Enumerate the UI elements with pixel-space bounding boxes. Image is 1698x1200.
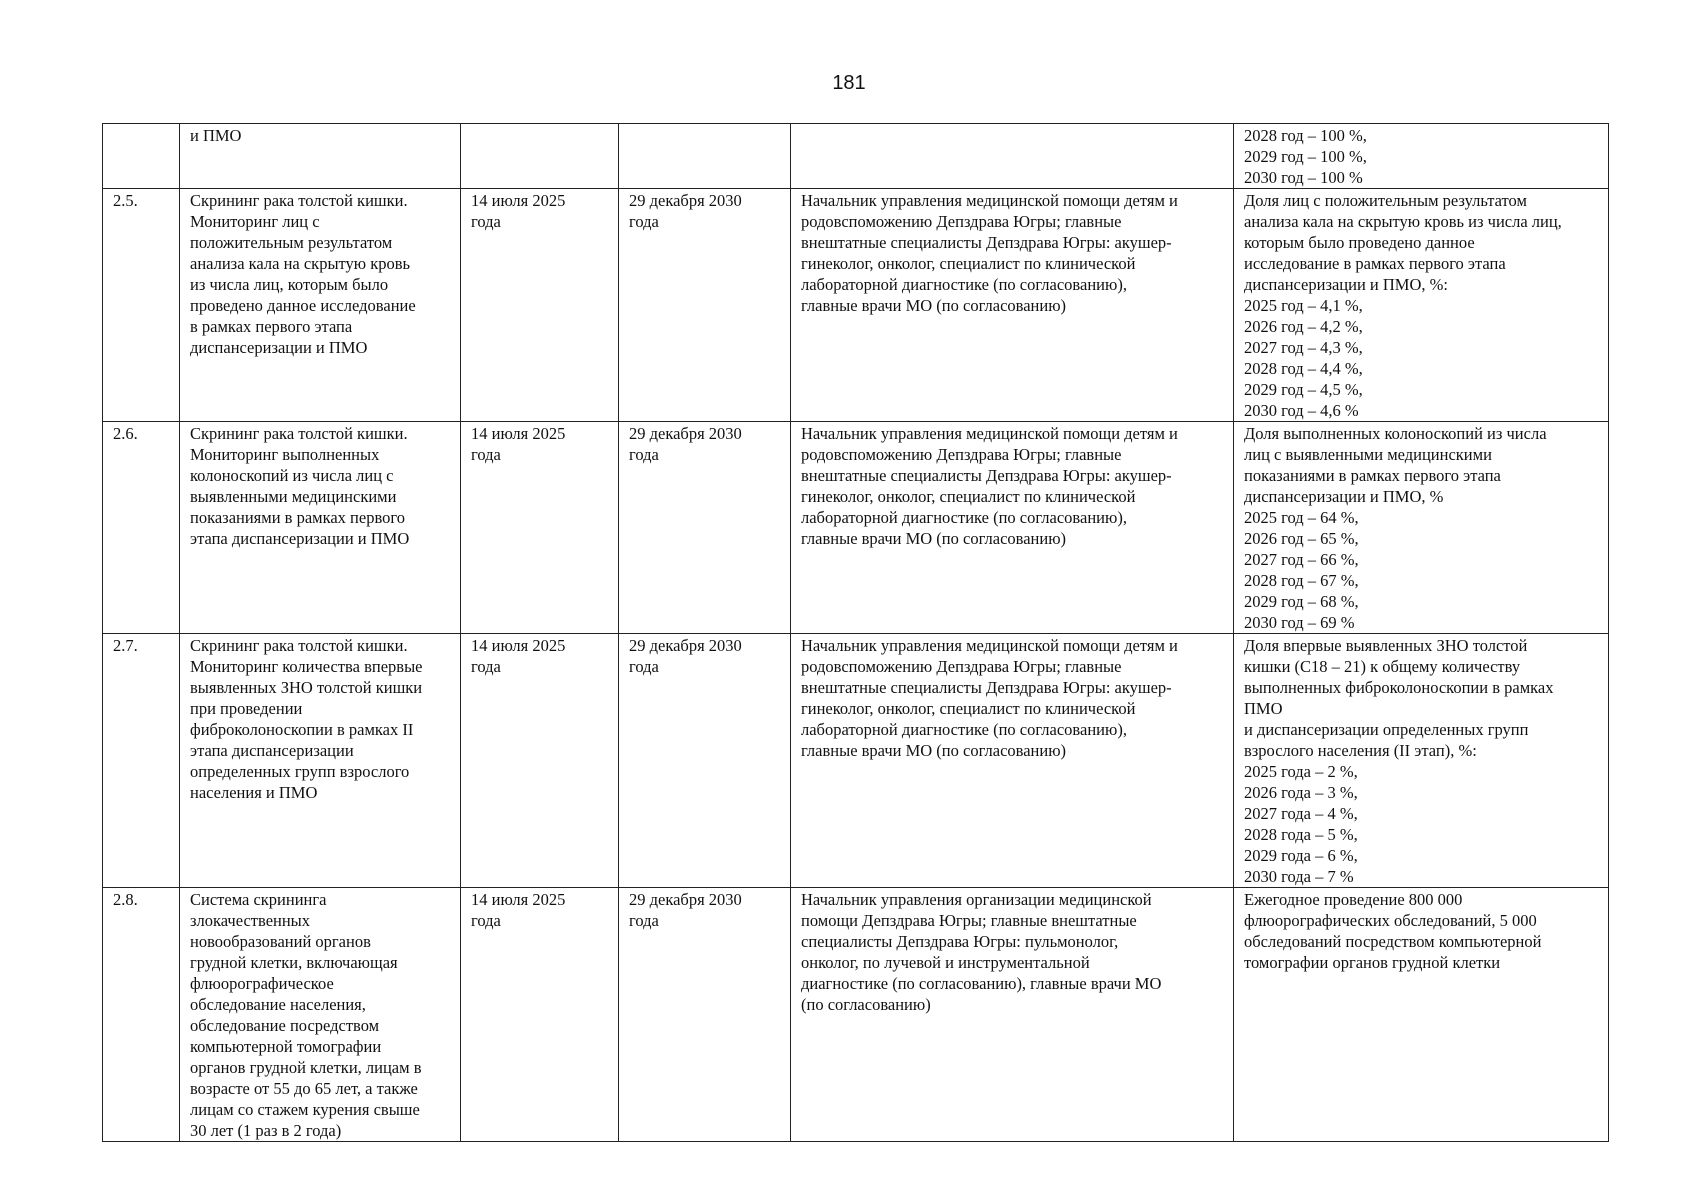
cell-event-line: показаниями в рамках первого: [190, 508, 405, 527]
cell-event-line: обследование населения,: [190, 995, 366, 1014]
cell-end-date: [619, 634, 791, 888]
cell-indicator-line: ПМО: [1244, 699, 1283, 718]
cell-event-line: и ПМО: [190, 126, 242, 145]
cell-event: [180, 124, 461, 189]
cell-number: 2.8.: [103, 888, 180, 1142]
cell-indicator-line: 2029 год – 4,5 %,: [1244, 380, 1363, 399]
cell-indicator-line: 2028 год – 67 %,: [1244, 571, 1359, 590]
cell-start-date-line: 14 июля 2025: [471, 890, 566, 909]
cell-indicator-line: 2025 год – 64 %,: [1244, 508, 1359, 527]
cell-responsible-line: лабораторной диагностике (по согласованию),: [801, 720, 1127, 739]
cell-end-date-line: года: [629, 911, 659, 930]
cell-responsible-line: (по согласованию): [801, 995, 931, 1014]
cell-end-date-line: 29 декабря 2030: [629, 424, 742, 443]
cell-responsible-line: внештатные специалисты Депздрава Югры: акушер-: [801, 233, 1172, 252]
cell-indicator-line: показаниями в рамках первого этапа: [1244, 466, 1501, 485]
cell-event-line: этапа диспансеризации и ПМО: [190, 529, 410, 548]
cell-indicator-line: Доля выполненных колоноскопий из числа: [1244, 424, 1547, 443]
cell-indicator-line: 2026 год – 4,2 %,: [1244, 317, 1363, 336]
cell-event-line: Скрининг рака толстой кишки.: [190, 636, 408, 655]
cell-responsible-line: помощи Депздрава Югры; главные внештатные: [801, 911, 1137, 930]
cell-number: 2.5.: [103, 189, 180, 422]
cell-indicator-line: 2025 года – 2 %,: [1244, 762, 1358, 781]
cell-responsible-line: родовспоможению Депздрава Югры; главные: [801, 212, 1122, 231]
cell-responsible: [791, 422, 1234, 634]
cell-start-date-line: 14 июля 2025: [471, 191, 566, 210]
cell-responsible-line: диагностике (по согласованию), главные врачи МО: [801, 974, 1162, 993]
plan-table-body: [103, 124, 1609, 1142]
cell-event-line: 30 лет (1 раз в 2 года): [190, 1121, 342, 1140]
cell-responsible-line: лабораторной диагностике (по согласованию),: [801, 275, 1127, 294]
cell-responsible-line: родовспоможению Депздрава Югры; главные: [801, 657, 1122, 676]
cell-end-date-line: 29 декабря 2030: [629, 890, 742, 909]
cell-responsible-line: главные врачи МО (по согласованию): [801, 296, 1067, 315]
cell-event-line: этапа диспансеризации: [190, 741, 354, 760]
cell-responsible-line: онколог, по лучевой и инструментальной: [801, 953, 1090, 972]
cell-indicator-line: Ежегодное проведение 800 000: [1244, 890, 1463, 909]
cell-responsible: [791, 189, 1234, 422]
page-number: 181: [832, 72, 866, 94]
cell-end-date-line: года: [629, 212, 659, 231]
table-row: [103, 888, 1609, 1142]
cell-event-line: колоноскопий из числа лиц с: [190, 466, 394, 485]
cell-indicator-line: диспансеризации и ПМО, %: [1244, 487, 1444, 506]
cell-indicator-line: 2027 года – 4 %,: [1244, 804, 1358, 823]
cell-indicator: [1234, 422, 1609, 634]
cell-responsible-line: Начальник управления организации медицинской: [801, 890, 1152, 909]
cell-indicator-line: кишки (С18 – 21) к общему количеству: [1244, 657, 1521, 676]
cell-start-date: [461, 422, 619, 634]
cell-number: [103, 124, 180, 189]
cell-start-date-line: года: [471, 911, 501, 930]
cell-indicator-line: Доля впервые выявленных ЗНО толстой: [1244, 636, 1528, 655]
cell-responsible-line: главные врачи МО (по согласованию): [801, 741, 1067, 760]
table-row: [103, 124, 1609, 189]
cell-start-date-line: 14 июля 2025: [471, 424, 566, 443]
cell-event-line: возрасте от 55 до 65 лет, а также: [190, 1079, 418, 1098]
cell-responsible-line: Начальник управления медицинской помощи детям и: [801, 636, 1178, 655]
cell-responsible-line: лабораторной диагностике (по согласованию),: [801, 508, 1127, 527]
cell-responsible-line: Начальник управления медицинской помощи детям и: [801, 191, 1178, 210]
cell-indicator-line: и диспансеризации определенных групп: [1244, 720, 1529, 739]
cell-indicator-line: 2030 год – 69 %: [1244, 613, 1355, 632]
cell-responsible-line: Начальник управления медицинской помощи детям и: [801, 424, 1178, 443]
cell-indicator-line: 2026 год – 65 %,: [1244, 529, 1359, 548]
cell-indicator-line: 2030 года – 7 %: [1244, 867, 1354, 886]
cell-indicator-line: 2028 год – 100 %,: [1244, 126, 1367, 145]
cell-number: 2.7.: [103, 634, 180, 888]
cell-start-date: [461, 888, 619, 1142]
cell-indicator-line: лиц с выявленными медицинскими: [1244, 445, 1492, 464]
cell-start-date: [461, 634, 619, 888]
cell-indicator-line: выполненных фиброколоноскопии в рамках: [1244, 678, 1554, 697]
cell-indicator-line: 2029 год – 68 %,: [1244, 592, 1359, 611]
cell-responsible-line: родовспоможению Депздрава Югры; главные: [801, 445, 1122, 464]
cell-event-line: флюорографическое: [190, 974, 334, 993]
table-row: [103, 189, 1609, 422]
cell-event-line: выявленных ЗНО толстой кишки: [190, 678, 423, 697]
cell-indicator-line: 2028 год – 4,4 %,: [1244, 359, 1363, 378]
cell-indicator-line: томографии органов грудной клетки: [1244, 953, 1501, 972]
cell-end-date: [619, 189, 791, 422]
cell-start-date: [461, 124, 619, 189]
cell-indicator-line: взрослого населения (II этап), %:: [1244, 741, 1477, 760]
cell-responsible-line: гинеколог, онколог, специалист по клинической: [801, 254, 1136, 273]
cell-end-date: [619, 124, 791, 189]
cell-event-line: анализа кала на скрытую кровь: [190, 254, 411, 273]
cell-indicator-line: 2025 год – 4,1 %,: [1244, 296, 1363, 315]
cell-event-line: обследование посредством: [190, 1016, 380, 1035]
cell-event-line: Мониторинг количества впервые: [190, 657, 423, 676]
cell-indicator-line: 2027 год – 4,3 %,: [1244, 338, 1363, 357]
cell-responsible-line: внештатные специалисты Депздрава Югры: акушер-: [801, 466, 1172, 485]
cell-indicator-line: обследований посредством компьютерной: [1244, 932, 1542, 951]
table-row: [103, 634, 1609, 888]
cell-indicator-line: диспансеризации и ПМО, %:: [1244, 275, 1448, 294]
cell-responsible: [791, 634, 1234, 888]
cell-indicator-line: 2029 года – 6 %,: [1244, 846, 1358, 865]
cell-start-date-line: года: [471, 657, 501, 676]
cell-event-line: Скрининг рака толстой кишки.: [190, 191, 408, 210]
plan-table: [102, 123, 1609, 1142]
cell-indicator: [1234, 634, 1609, 888]
cell-event: [180, 888, 461, 1142]
cell-indicator: [1234, 888, 1609, 1142]
cell-event-line: выявленными медицинскими: [190, 487, 397, 506]
cell-event-line: фиброколоноскопии в рамках II: [190, 720, 414, 739]
cell-indicator-line: анализа кала на скрытую кровь из числа лиц,: [1244, 212, 1562, 231]
cell-event-line: Мониторинг выполненных: [190, 445, 380, 464]
cell-event-line: Скрининг рака толстой кишки.: [190, 424, 408, 443]
cell-indicator-line: флюорографических обследований, 5 000: [1244, 911, 1537, 930]
cell-indicator-line: исследование в рамках первого этапа: [1244, 254, 1506, 273]
cell-event-line: из числа лиц, которым было: [190, 275, 389, 294]
cell-indicator-line: 2030 год – 100 %: [1244, 168, 1363, 187]
cell-indicator-line: 2030 год – 4,6 %: [1244, 401, 1359, 420]
cell-start-date-line: года: [471, 212, 501, 231]
cell-responsible: [791, 888, 1234, 1142]
cell-start-date-line: 14 июля 2025: [471, 636, 566, 655]
cell-indicator-line: 2028 года – 5 %,: [1244, 825, 1358, 844]
cell-responsible-line: внештатные специалисты Депздрава Югры: акушер-: [801, 678, 1172, 697]
cell-indicator-line: 2029 год – 100 %,: [1244, 147, 1367, 166]
cell-end-date: [619, 888, 791, 1142]
cell-event-line: злокачественных: [190, 911, 311, 930]
cell-event-line: определенных групп взрослого: [190, 762, 410, 781]
cell-start-date-line: года: [471, 445, 501, 464]
cell-event-line: новообразований органов: [190, 932, 371, 951]
cell-event-line: Система скрининга: [190, 890, 327, 909]
cell-end-date: [619, 422, 791, 634]
cell-event-line: в рамках первого этапа: [190, 317, 353, 336]
cell-event-line: компьютерной томографии: [190, 1037, 382, 1056]
cell-event-line: Мониторинг лиц с: [190, 212, 320, 231]
cell-event-line: лицам со стажем курения свыше: [190, 1100, 420, 1119]
cell-indicator-line: 2027 год – 66 %,: [1244, 550, 1359, 569]
cell-event-line: грудной клетки, включающая: [190, 953, 398, 972]
cell-event-line: органов грудной клетки, лицам в: [190, 1058, 422, 1077]
cell-responsible-line: специалисты Депздрава Югры: пульмонолог,: [801, 932, 1119, 951]
cell-event-line: положительным результатом: [190, 233, 393, 252]
cell-end-date-line: года: [629, 657, 659, 676]
cell-number: 2.6.: [103, 422, 180, 634]
cell-event-line: проведено данное исследование: [190, 296, 416, 315]
cell-indicator-line: Доля лиц с положительным результатом: [1244, 191, 1527, 210]
cell-event: [180, 422, 461, 634]
cell-end-date-line: года: [629, 445, 659, 464]
cell-event-line: диспансеризации и ПМО: [190, 338, 368, 357]
cell-event-line: при проведении: [190, 699, 303, 718]
cell-indicator-line: 2026 года – 3 %,: [1244, 783, 1358, 802]
cell-indicator: [1234, 189, 1609, 422]
cell-responsible-line: главные врачи МО (по согласованию): [801, 529, 1067, 548]
cell-responsible-line: гинеколог, онколог, специалист по клинической: [801, 699, 1136, 718]
cell-indicator: [1234, 124, 1609, 189]
cell-responsible-line: гинеколог, онколог, специалист по клинической: [801, 487, 1136, 506]
table-row: [103, 422, 1609, 634]
cell-responsible: [791, 124, 1234, 189]
cell-event: [180, 634, 461, 888]
cell-end-date-line: 29 декабря 2030: [629, 636, 742, 655]
cell-end-date-line: 29 декабря 2030: [629, 191, 742, 210]
cell-indicator-line: которым было проведено данное: [1244, 233, 1475, 252]
cell-event-line: населения и ПМО: [190, 783, 318, 802]
cell-start-date: [461, 189, 619, 422]
cell-event: [180, 189, 461, 422]
